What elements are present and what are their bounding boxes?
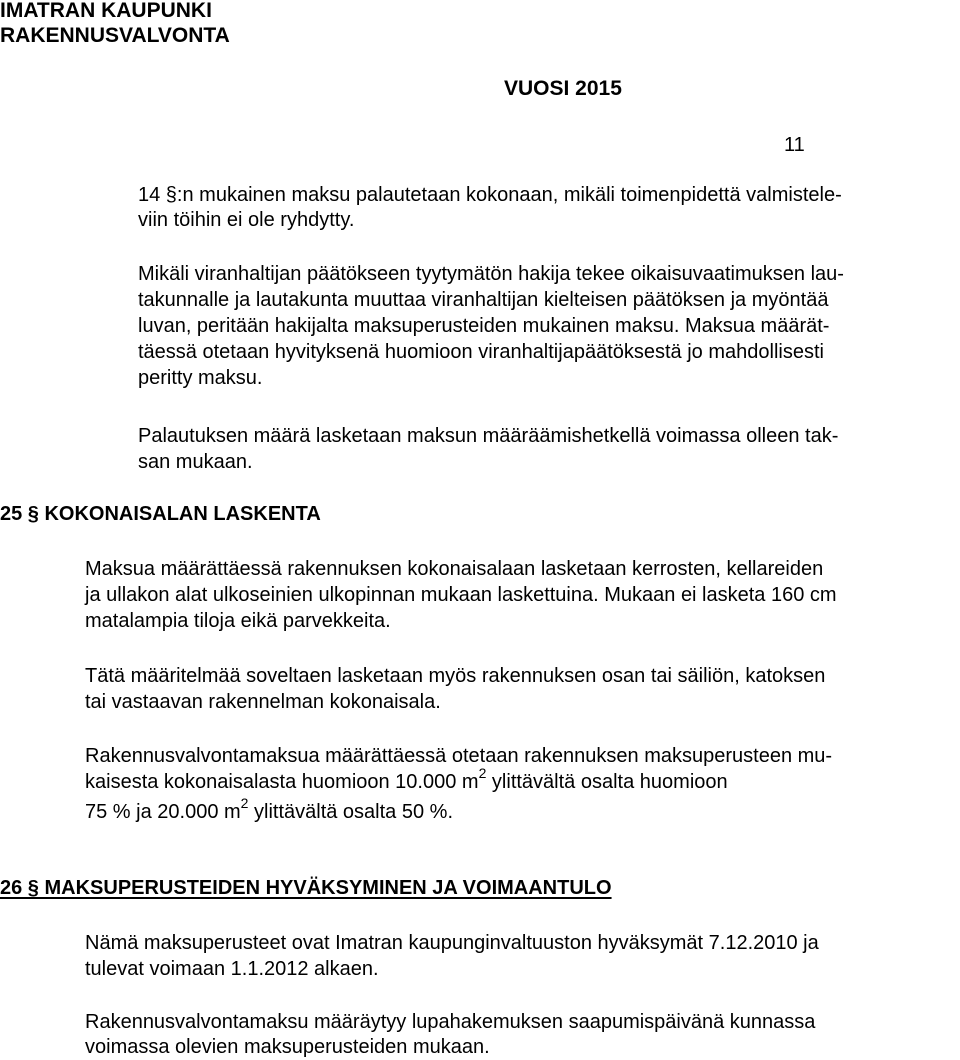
intro-p3-line2: san mukaan. bbox=[138, 451, 253, 473]
intro-p2-line4: täessä otetaan hyvityksenä huomioon viranhaltijapäätöksestä jo mahdollisesti bbox=[138, 341, 824, 363]
header-org-line1: IMATRAN KAUPUNKI bbox=[0, 0, 212, 22]
section-25-p1-line1: Maksua määrättäessä rakennuksen kokonaisalaan lasketaan kerrosten, kellareiden bbox=[85, 558, 824, 580]
section-25-p2-line2: tai vastaavan rakennelman kokonaisala. bbox=[85, 691, 441, 713]
section-25-heading: 25 § KOKONAISALAN LASKENTA bbox=[0, 503, 321, 525]
section-25-p1-line2: ja ullakon alat ulkoseinien ulkopinnan mukaan laskettuina. Mukaan ei lasketa 160 cm bbox=[85, 584, 837, 606]
section-25-p3-line3-text-b: ylittävältä osalta 50 %. bbox=[248, 801, 454, 823]
section-25-p3-line3-text-a: 75 % ja 20.000 m bbox=[85, 801, 241, 823]
header-org-line2: RAKENNUSVALVONTA bbox=[0, 24, 230, 47]
section-25-p3-line3 bbox=[85, 795, 454, 824]
superscript-2: 2 bbox=[478, 765, 487, 782]
header-year: VUOSI 2015 bbox=[504, 77, 622, 100]
intro-p1-line1: 14 §:n mukainen maksu palautetaan kokonaan, mikäli toimenpidettä valmistele- bbox=[138, 184, 842, 206]
intro-p2-line1: Mikäli viranhaltijan päätökseen tyytymätön hakija tekee oikaisuvaatimuksen lau- bbox=[138, 263, 844, 285]
section-25-p3-line2-text-b: ylittävältä osalta huomioon bbox=[486, 771, 728, 793]
intro-p2-line3: luvan, peritään hakijalta maksuperusteiden mukainen maksu. Maksua määrät- bbox=[138, 315, 830, 337]
intro-p3-line1: Palautuksen määrä lasketaan maksun määräämishetkellä voimassa olleen tak- bbox=[138, 425, 839, 447]
intro-p2-line5: peritty maksu. bbox=[138, 367, 263, 389]
intro-p2-line2: takunnalle ja lautakunta muuttaa viranhaltijan kielteisen päätöksen ja myöntää bbox=[138, 289, 829, 311]
section-26-p2-line1: Rakennusvalvontamaksu määräytyy lupahakemuksen saapumispäivänä kunnassa bbox=[85, 1011, 816, 1033]
section-26-p1-line2: tulevat voimaan 1.1.2012 alkaen. bbox=[85, 958, 379, 980]
superscript-2: 2 bbox=[240, 795, 249, 812]
intro-p1-line2: viin töihin ei ole ryhdytty. bbox=[138, 209, 355, 231]
section-26-heading: 26 § MAKSUPERUSTEIDEN HYVÄKSYMINEN JA VOIMAANTULO bbox=[0, 877, 612, 899]
section-25-p3-line1: Rakennusvalvontamaksua määrättäessä otetaan rakennuksen maksuperusteen mu- bbox=[85, 745, 833, 767]
section-25-p3-line2 bbox=[85, 765, 728, 794]
section-25-p1-line3: matalampia tiloja eikä parvekkeita. bbox=[85, 610, 391, 632]
section-26-p1-line1: Nämä maksuperusteet ovat Imatran kaupunginvaltuuston hyväksymät 7.12.2010 ja bbox=[85, 932, 819, 954]
section-25-p3-line2-text-a: kaisesta kokonaisalasta huomioon 10.000 m bbox=[85, 771, 479, 793]
page-number: 11 bbox=[784, 134, 805, 156]
section-25-p2-line1: Tätä määritelmää soveltaen lasketaan myös rakennuksen osan tai säiliön, katoksen bbox=[85, 665, 826, 687]
section-26-p2-line2: voimassa olevien maksuperusteiden mukaan. bbox=[85, 1036, 490, 1058]
